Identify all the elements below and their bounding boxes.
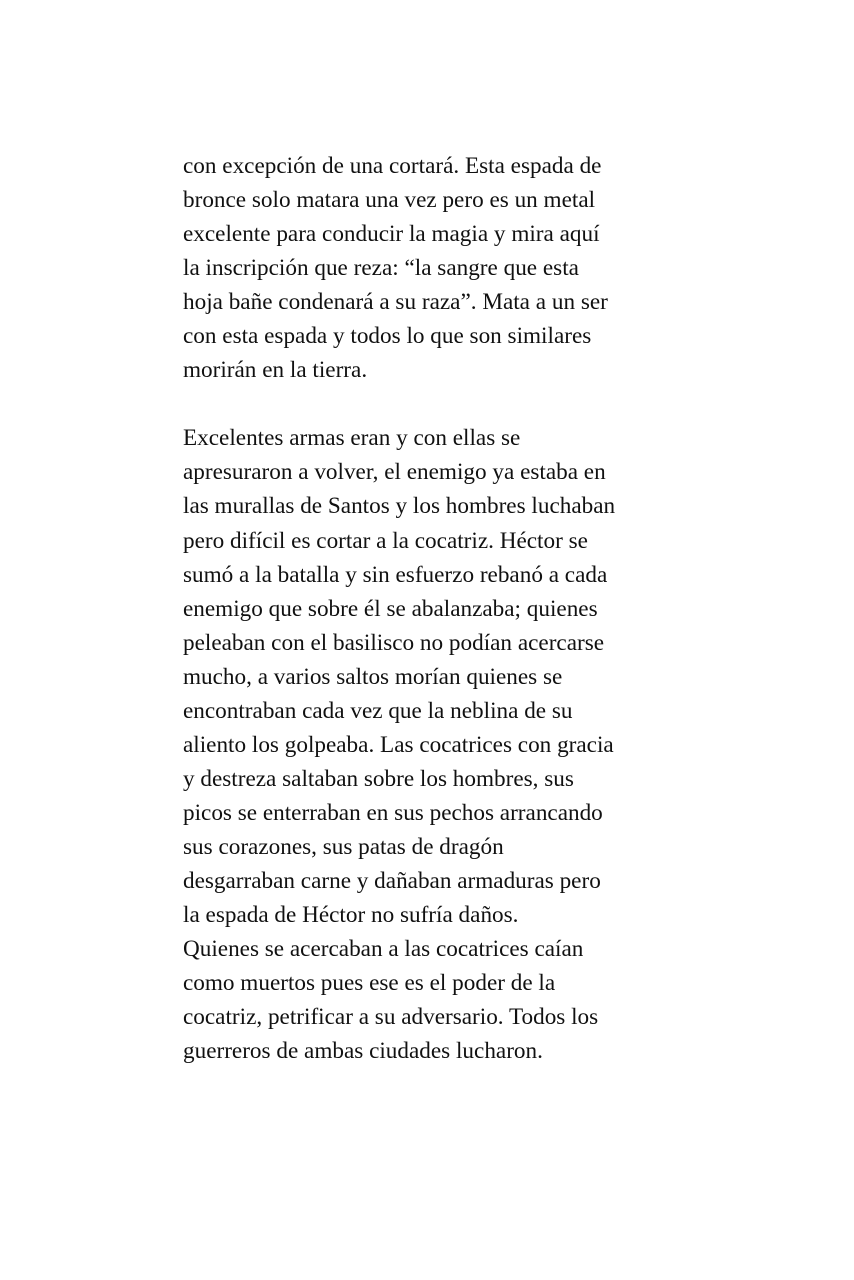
paragraph-spacer <box>183 387 703 421</box>
paragraph-1 <box>183 149 703 387</box>
text-line: encontraban cada vez que la neblina de su <box>183 697 573 724</box>
text-line: morirán en la tierra. <box>183 357 368 384</box>
text-line: aliento los golpeaba. Las cocatrices con gracia <box>183 731 614 758</box>
text-line: enemigo que sobre él se abalanzaba; quienes <box>183 595 598 622</box>
text-line: guerreros de ambas ciudades lucharon. <box>183 1038 543 1065</box>
text-line: pero difícil es cortar a la cocatriz. Héctor se <box>183 527 588 554</box>
paragraph-2 <box>183 421 703 932</box>
text-line: y destreza saltaban sobre los hombres, sus <box>183 765 574 792</box>
text-line: con excepción de una cortará. Esta espada de <box>183 153 602 179</box>
text-line: desgarraban carne y dañaban armaduras pero <box>183 867 601 894</box>
text-line: como muertos pues ese es el poder de la <box>183 970 556 997</box>
text-line: sumó a la batalla y sin esfuerzo rebanó a cada <box>183 561 608 588</box>
text-line: bronce solo matara una vez pero es un metal <box>183 187 596 214</box>
text-line: excelente para conducir la magia y mira aquí <box>183 221 600 248</box>
text-line: la espada de Héctor no sufría daños. <box>183 902 519 929</box>
document-body <box>183 149 703 1068</box>
text-line: Quienes se acercaban a las cocatrices caían <box>183 936 584 963</box>
text-line: peleaban con el basilisco no podían acercarse <box>183 629 605 656</box>
text-line: mucho, a varios saltos morían quienes se <box>183 663 563 690</box>
text-line: cocatriz, petrificar a su adversario. Todos los <box>183 1004 599 1031</box>
text-line: la inscripción que reza: “la sangre que esta <box>183 255 579 282</box>
text-line: con esta espada y todos lo que son similares <box>183 323 592 350</box>
text-line: apresuraron a volver, el enemigo ya estaba en <box>183 459 606 486</box>
text-line: picos se enterraban en sus pechos arrancando <box>183 799 603 826</box>
text-line: sus corazones, sus patas de dragón <box>183 833 504 860</box>
text-line: hoja bañe condenará a su raza”. Mata a un ser <box>183 289 608 316</box>
text-line: Excelentes armas eran y con ellas se <box>183 425 521 452</box>
paragraph-3 <box>183 932 703 1068</box>
text-line: las murallas de Santos y los hombres luchaban <box>183 493 616 520</box>
